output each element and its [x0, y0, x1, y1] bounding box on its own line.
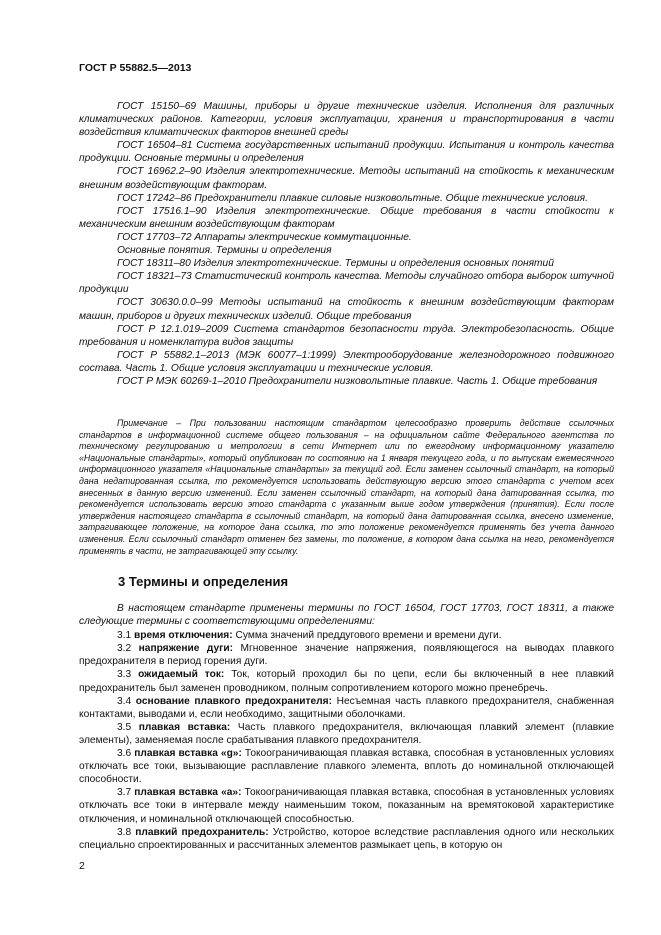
reference-item: ГОСТ 16504–81 Система государственных испытаний продукции. Испытания и контроль качества продукции. Основные термины и определения — [79, 140, 614, 165]
term-definition: Токоограничивающая плавкая вставка, способная в установленных условиях отключать все токи, вызывающие расплавление плавкого элемента, вплоть до номинальной отключающей способности. — [79, 748, 614, 786]
term-number: 3.5 — [117, 721, 132, 733]
term-name: ожидаемый ток: — [138, 669, 225, 681]
reference-item: ГОСТ 17703–72 Аппараты электрические коммутационные. — [117, 231, 412, 243]
term-number: 3.8 — [117, 826, 132, 838]
reference-item: ГОСТ 17516.1–90 Изделия электротехнические. Общие требования в части стойкости к механическим внешним воздействующим факторам — [79, 205, 614, 230]
term-definition: Мгновенное значение напряжения, появляющегося на выводах плавкого предохранителя в период горения дуги. — [79, 643, 615, 668]
term-name: время отключения: — [134, 630, 233, 642]
terms-intro: В настоящем стандарте применены термины по ГОСТ 16504, ГОСТ 17703, ГОСТ 18311, а также следующие термины с соответствующими определениями: — [79, 603, 614, 628]
reference-item: ГОСТ Р 12.1.019–2009 Система стандартов безопасности труда. Электробезопасность. Общие требования и номенклатура видов защиты — [79, 323, 614, 348]
reference-item: Основные понятия. Термины и определения — [117, 245, 332, 257]
document-header: ГОСТ Р 55882.5—2013 — [79, 62, 192, 74]
term-definition: Несъемная часть плавкого предохранителя, снабженная контактами, выводами и, если необходимо, защитными оболочками. — [79, 695, 614, 720]
page-number: 2 — [79, 860, 85, 872]
term-item — [79, 721, 614, 747]
reference-item: ГОСТ 30630.0.0–99 Методы испытаний на стойкость к внешним воздействующим факторам машин, приборов и других технических изделий. Общие требования — [79, 297, 614, 322]
term-item — [79, 642, 614, 668]
reference-item: ГОСТ Р МЭК 60269-1–2010 Предохранители низковольтные плавкие. Часть 1. Общие требования — [117, 375, 598, 387]
term-item — [79, 786, 614, 825]
term-number: 3.1 — [117, 630, 132, 642]
term-name: плавкая вставка «а»: — [134, 787, 242, 799]
term-definition: Сумма значений преддугового времени и времени дуги. — [232, 630, 502, 642]
term-number: 3.4 — [117, 695, 132, 707]
term-item — [79, 668, 614, 694]
term-item — [79, 629, 614, 642]
term-number: 3.2 — [117, 643, 132, 655]
reference-item: ГОСТ 15150–69 Машины, приборы и другие технические изделия. Исполнения для различных климатических районов. Категории, условия эксплуатации, хранения и транспортирования в части воздействия климатических факторов внешней среды — [79, 101, 614, 139]
term-definition: Часть плавкого предохранителя, включающая плавкий элемент (плавкие элементы), заменяемая после срабатывания плавкого предохранителя. — [79, 721, 615, 746]
term-definition: Ток, который проходил бы по цепи, если бы включенный в нее плавкий предохранитель был заменен проводником, полным сопротивлением которого можно пренебречь. — [79, 669, 614, 694]
term-definition: Токоограничивающая плавкая вставка, способная в установленных условиях отключать все токи в интервале между наименьшим током, показанным на времятоковой характеристике отключения, и номинальной отключающей способностью. — [79, 787, 614, 825]
term-number: 3.3 — [117, 669, 132, 681]
reference-item: ГОСТ Р 55882.1–2013 (МЭК 60077–1:1999) Электрооборудование железнодорожного подвижного состава. Часть 1. Общие условия эксплуатации и технические условия. — [79, 349, 614, 374]
reference-note: Примечание – При пользовании настоящим стандартом целесообразно проверить действие ссылочных стандартов в информационной системе общего пользования – на официальном сайте Федерального агентства по техническому регулированию и метрологии в сети Интернет или по ежегодному информационному указателю «Национальные стандарты», который опубликован по состоянию на 1 января текущего года, и по выпускам ежемесячного информационного указателя «Национальные стандарты» за текущий год. Если заменен ссылочный стандарт, на который дана недатированная ссылка, то рекомендуется использовать действующую версию этого стандарта с учетом всех внесенных в данную версию изменений. Если заменен ссылочный стандарт, на который дана датированная ссылка, то рекомендуется использовать версию этого стандарта с указанным выше годом утверждения (принятия). Если после утверждения настоящего стандарта в ссылочный стандарт, на который дана датированная ссылка, внесено изменение, затрагивающее положение, на которое дана ссылка, то это положение рекомендуется применять без учета данного изменения. Если ссылочный стандарт отменен без замены, то положение, в котором дана ссылка на него, рекомендуется применять в части, не затрагивающей эту ссылку. — [79, 418, 614, 556]
term-number: 3.6 — [117, 748, 132, 760]
section-heading: 3 Термины и определения — [118, 574, 289, 589]
reference-item: ГОСТ 18311–80 Изделия электротехнические. Термины и определения основных понятий — [117, 258, 554, 270]
reference-item: ГОСТ 17242–86 Предохранители плавкие силовые низковольтные. Общие технические условия. — [117, 192, 588, 204]
term-item — [79, 695, 614, 721]
reference-item: ГОСТ 16962.2–90 Изделия электротехнические. Методы испытаний на стойкость к механическим внешним воздействующим факторам. — [79, 166, 614, 191]
term-name: основание плавкого предохранителя: — [135, 695, 332, 707]
term-name: плавкий предохранитель: — [135, 826, 269, 838]
reference-item: ГОСТ 18321–73 Статистический контроль качества. Методы случайного отбора выборок штучной продукции — [79, 271, 614, 296]
normative-references — [79, 100, 614, 388]
term-item — [79, 826, 614, 852]
term-definition: Устройство, которое вследствие расплавления одного или нескольких специально спроектированных и рассчитанных элементов размыкает цепь, в которую он — [79, 826, 614, 851]
term-name: плавкая вставка: — [138, 721, 231, 733]
term-item — [79, 747, 614, 786]
terms-list — [79, 602, 614, 852]
term-name: плавкая вставка «g»: — [134, 748, 242, 760]
term-number: 3.7 — [117, 787, 132, 799]
term-name: напряжение дуги: — [138, 643, 234, 655]
